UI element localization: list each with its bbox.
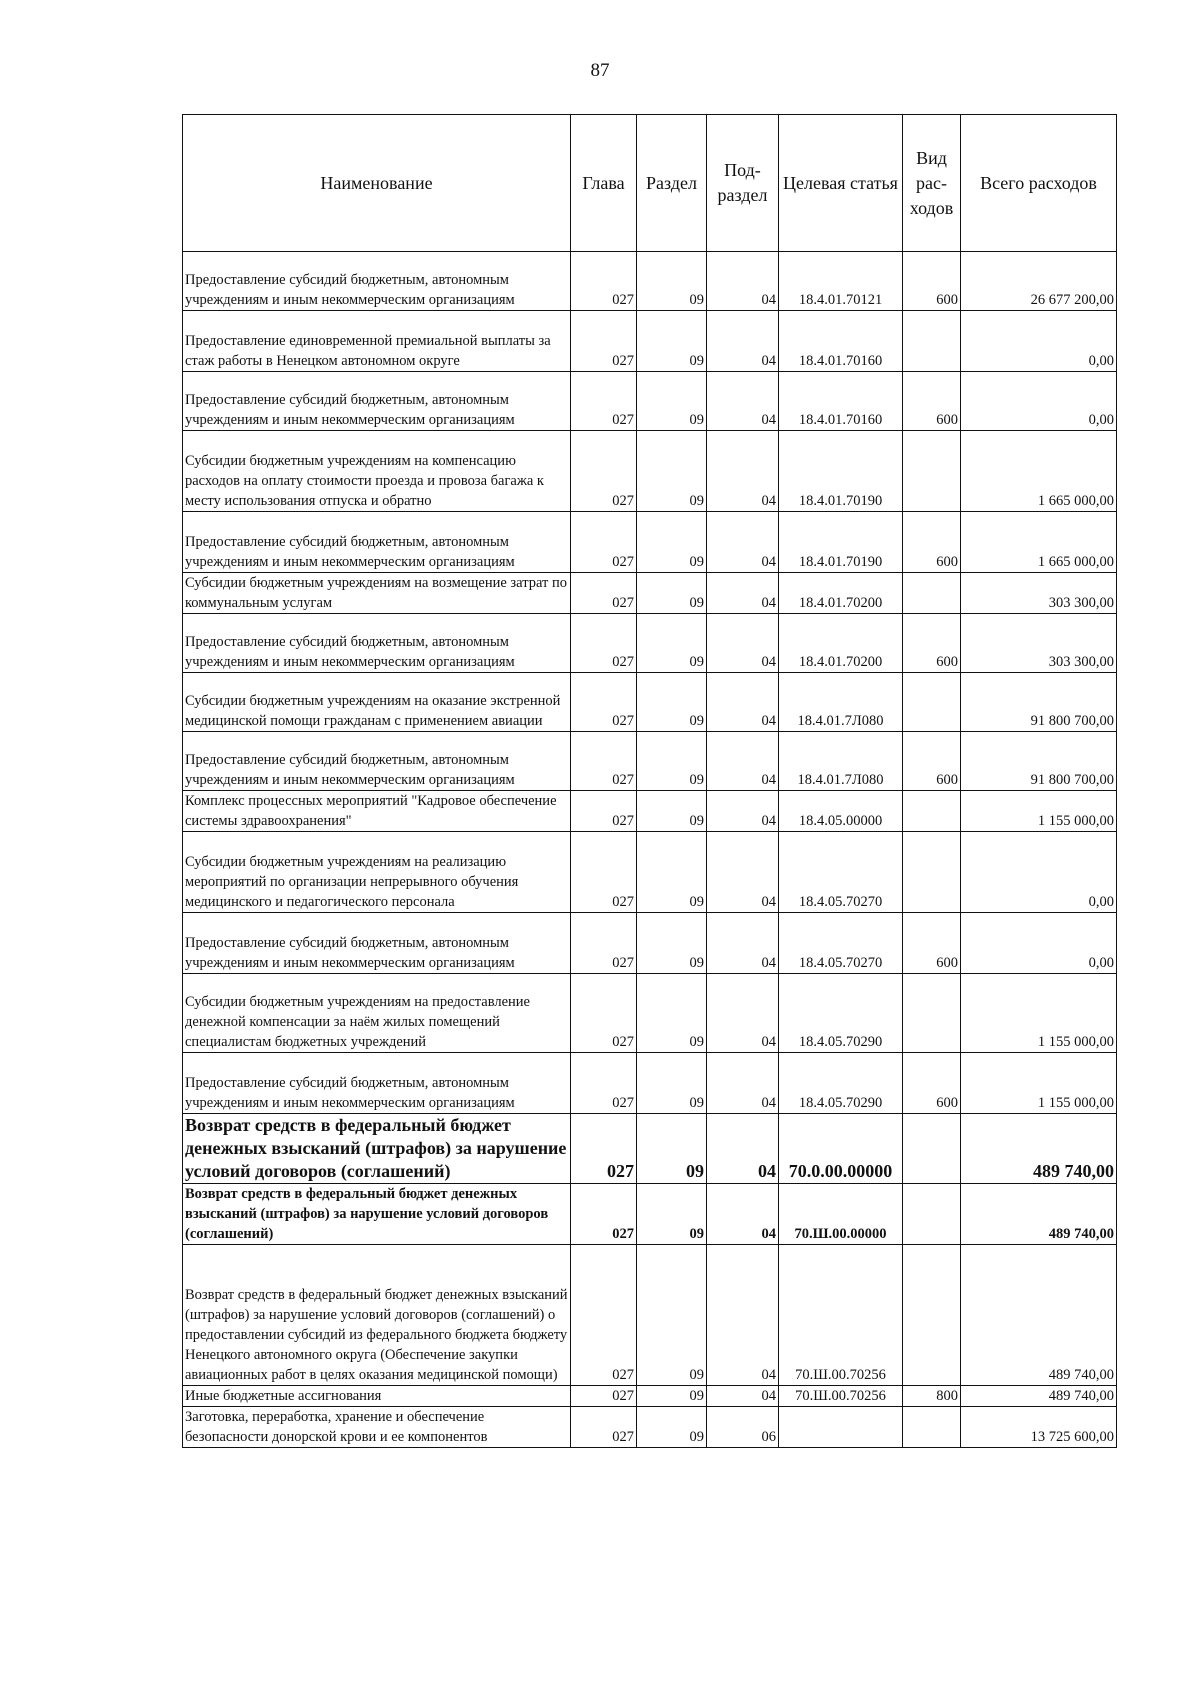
cell-vid xyxy=(903,431,961,512)
cell-total: 0,00 xyxy=(961,832,1117,913)
table-row xyxy=(183,252,1117,311)
header-vid: Вид рас-ходов xyxy=(903,115,961,252)
cell-total: 13 725 600,00 xyxy=(961,1407,1117,1448)
cell-celevaya: 18.4.05.70270 xyxy=(779,832,903,913)
cell-glava: 027 xyxy=(571,512,637,573)
cell-name: Комплекс процессных мероприятий "Кадровое обеспечение системы здравоохранения" xyxy=(183,791,571,832)
table-row xyxy=(183,913,1117,974)
cell-celevaya: 18.4.01.70121 xyxy=(779,252,903,311)
cell-celevaya: 18.4.01.7Л080 xyxy=(779,732,903,791)
cell-glava: 027 xyxy=(571,1184,637,1245)
cell-podrazdel: 04 xyxy=(707,431,779,512)
cell-vid: 600 xyxy=(903,913,961,974)
cell-name: Предоставление субсидий бюджетным, автономным учреждениям и иным некоммерческим организациям xyxy=(183,372,571,431)
cell-vid: 600 xyxy=(903,614,961,673)
cell-total: 1 155 000,00 xyxy=(961,974,1117,1053)
table-row xyxy=(183,372,1117,431)
table-row xyxy=(183,1386,1117,1407)
cell-glava: 027 xyxy=(571,1386,637,1407)
cell-podrazdel: 04 xyxy=(707,311,779,372)
page-number: 87 xyxy=(590,60,610,81)
cell-podrazdel: 04 xyxy=(707,1053,779,1114)
cell-vid xyxy=(903,1114,961,1184)
table-row xyxy=(183,673,1117,732)
cell-name: Субсидии бюджетным учреждениям на возмещение затрат по коммунальным услугам xyxy=(183,573,571,614)
cell-razdel: 09 xyxy=(637,252,707,311)
cell-celevaya: 70.0.00.00000 xyxy=(779,1114,903,1184)
cell-razdel: 09 xyxy=(637,913,707,974)
table-row xyxy=(183,791,1117,832)
cell-podrazdel: 04 xyxy=(707,832,779,913)
cell-name: Предоставление субсидий бюджетным, автономным учреждениям и иным некоммерческим организациям xyxy=(183,732,571,791)
cell-name: Заготовка, переработка, хранение и обеспечение безопасности донорской крови и ее компонентов xyxy=(183,1407,571,1448)
cell-podrazdel: 04 xyxy=(707,673,779,732)
cell-podrazdel: 04 xyxy=(707,252,779,311)
cell-glava: 027 xyxy=(571,1407,637,1448)
cell-razdel: 09 xyxy=(637,1386,707,1407)
cell-celevaya: 18.4.01.70200 xyxy=(779,573,903,614)
cell-razdel: 09 xyxy=(637,431,707,512)
cell-total: 0,00 xyxy=(961,311,1117,372)
cell-vid xyxy=(903,1184,961,1245)
cell-glava: 027 xyxy=(571,732,637,791)
cell-vid: 600 xyxy=(903,372,961,431)
cell-razdel: 09 xyxy=(637,1053,707,1114)
cell-name: Субсидии бюджетным учреждениям на реализацию мероприятий по организации непрерывного обучения медицинского и педагогического персонала xyxy=(183,832,571,913)
table-header-row xyxy=(183,115,1117,252)
cell-name: Иные бюджетные ассигнования xyxy=(183,1386,571,1407)
cell-podrazdel: 04 xyxy=(707,1114,779,1184)
cell-total: 303 300,00 xyxy=(961,573,1117,614)
cell-razdel: 09 xyxy=(637,1184,707,1245)
table-row xyxy=(183,1114,1117,1184)
cell-celevaya: 18.4.01.70200 xyxy=(779,614,903,673)
cell-podrazdel: 04 xyxy=(707,1386,779,1407)
cell-celevaya: 18.4.01.70160 xyxy=(779,311,903,372)
cell-vid xyxy=(903,974,961,1053)
cell-vid: 600 xyxy=(903,512,961,573)
table-row xyxy=(183,573,1117,614)
header-glava: Глава xyxy=(571,115,637,252)
cell-name: Возврат средств в федеральный бюджет денежных взысканий (штрафов) за нарушение условий договоров (соглашений) xyxy=(183,1184,571,1245)
table-row xyxy=(183,832,1117,913)
cell-razdel: 09 xyxy=(637,573,707,614)
cell-glava: 027 xyxy=(571,974,637,1053)
cell-razdel: 09 xyxy=(637,791,707,832)
cell-vid xyxy=(903,1407,961,1448)
cell-celevaya: 18.4.05.00000 xyxy=(779,791,903,832)
table-row xyxy=(183,512,1117,573)
cell-name: Предоставление субсидий бюджетным, автономным учреждениям и иным некоммерческим организациям xyxy=(183,1053,571,1114)
cell-razdel: 09 xyxy=(637,512,707,573)
cell-name: Субсидии бюджетным учреждениям на оказание экстренной медицинской помощи гражданам с применением авиации xyxy=(183,673,571,732)
cell-razdel: 09 xyxy=(637,974,707,1053)
header-celevaya: Целевая статья xyxy=(779,115,903,252)
cell-celevaya: 18.4.05.70290 xyxy=(779,1053,903,1114)
cell-vid xyxy=(903,573,961,614)
table-row xyxy=(183,732,1117,791)
cell-vid: 600 xyxy=(903,1053,961,1114)
cell-vid xyxy=(903,311,961,372)
cell-glava: 027 xyxy=(571,673,637,732)
cell-razdel: 09 xyxy=(637,673,707,732)
cell-total: 489 740,00 xyxy=(961,1386,1117,1407)
cell-podrazdel: 04 xyxy=(707,614,779,673)
cell-podrazdel: 04 xyxy=(707,1245,779,1386)
cell-total: 1 155 000,00 xyxy=(961,1053,1117,1114)
table-row xyxy=(183,1407,1117,1448)
cell-name: Возврат средств в федеральный бюджет денежных взысканий (штрафов) за нарушение условий договоров (соглашений) о предоставлении субсидий из федерального бюджета бюджету Ненецкого автономного округа (Обеспечение закупки авиационных работ в целях оказания медицинской помощи) xyxy=(183,1245,571,1386)
cell-total: 489 740,00 xyxy=(961,1114,1117,1184)
table-row xyxy=(183,974,1117,1053)
table-row xyxy=(183,311,1117,372)
cell-name: Субсидии бюджетным учреждениям на предоставление денежной компенсации за наём жилых помещений специалистам бюджетных учреждений xyxy=(183,974,571,1053)
cell-name: Возврат средств в федеральный бюджет денежных взысканий (штрафов) за нарушение условий договоров (соглашений) xyxy=(183,1114,571,1184)
cell-name: Предоставление субсидий бюджетным, автономным учреждениям и иным некоммерческим организациям xyxy=(183,913,571,974)
cell-glava: 027 xyxy=(571,311,637,372)
cell-podrazdel: 04 xyxy=(707,372,779,431)
table-row xyxy=(183,1245,1117,1386)
cell-razdel: 09 xyxy=(637,732,707,791)
header-razdel: Раздел xyxy=(637,115,707,252)
cell-glava: 027 xyxy=(571,372,637,431)
cell-celevaya xyxy=(779,1407,903,1448)
cell-total: 91 800 700,00 xyxy=(961,732,1117,791)
cell-total: 1 155 000,00 xyxy=(961,791,1117,832)
header-name: Наименование xyxy=(183,115,571,252)
cell-total: 26 677 200,00 xyxy=(961,252,1117,311)
cell-celevaya: 18.4.01.7Л080 xyxy=(779,673,903,732)
cell-razdel: 09 xyxy=(637,1245,707,1386)
cell-podrazdel: 04 xyxy=(707,732,779,791)
header-total: Всего расходов xyxy=(961,115,1117,252)
cell-celevaya: 70.Ш.00.00000 xyxy=(779,1184,903,1245)
cell-total: 489 740,00 xyxy=(961,1184,1117,1245)
cell-celevaya: 18.4.05.70270 xyxy=(779,913,903,974)
cell-razdel: 09 xyxy=(637,614,707,673)
cell-glava: 027 xyxy=(571,614,637,673)
cell-vid: 800 xyxy=(903,1386,961,1407)
budget-table xyxy=(182,114,1117,1448)
table-row xyxy=(183,1053,1117,1114)
cell-vid xyxy=(903,673,961,732)
cell-celevaya: 70.Ш.00.70256 xyxy=(779,1386,903,1407)
cell-vid xyxy=(903,1245,961,1386)
cell-vid xyxy=(903,832,961,913)
cell-podrazdel: 04 xyxy=(707,974,779,1053)
cell-razdel: 09 xyxy=(637,1407,707,1448)
cell-total: 0,00 xyxy=(961,913,1117,974)
cell-vid: 600 xyxy=(903,252,961,311)
cell-celevaya: 70.Ш.00.70256 xyxy=(779,1245,903,1386)
cell-name: Предоставление субсидий бюджетным, автономным учреждениям и иным некоммерческим организациям xyxy=(183,614,571,673)
cell-celevaya: 18.4.01.70160 xyxy=(779,372,903,431)
cell-glava: 027 xyxy=(571,1053,637,1114)
cell-glava: 027 xyxy=(571,791,637,832)
cell-glava: 027 xyxy=(571,573,637,614)
cell-celevaya: 18.4.01.70190 xyxy=(779,431,903,512)
cell-total: 1 665 000,00 xyxy=(961,512,1117,573)
cell-glava: 027 xyxy=(571,431,637,512)
cell-podrazdel: 04 xyxy=(707,573,779,614)
cell-name: Предоставление субсидий бюджетным, автономным учреждениям и иным некоммерческим организациям xyxy=(183,512,571,573)
cell-vid xyxy=(903,791,961,832)
cell-podrazdel: 04 xyxy=(707,512,779,573)
cell-podrazdel: 04 xyxy=(707,1184,779,1245)
cell-razdel: 09 xyxy=(637,311,707,372)
cell-total: 489 740,00 xyxy=(961,1245,1117,1386)
cell-razdel: 09 xyxy=(637,372,707,431)
header-podrazdel: Под-раздел xyxy=(707,115,779,252)
cell-glava: 027 xyxy=(571,913,637,974)
table-row xyxy=(183,1184,1117,1245)
cell-total: 0,00 xyxy=(961,372,1117,431)
cell-razdel: 09 xyxy=(637,1114,707,1184)
cell-total: 91 800 700,00 xyxy=(961,673,1117,732)
cell-name: Предоставление единовременной премиальной выплаты за стаж работы в Ненецком автономном округе xyxy=(183,311,571,372)
table-row xyxy=(183,614,1117,673)
cell-glava: 027 xyxy=(571,832,637,913)
table-row xyxy=(183,431,1117,512)
cell-total: 1 665 000,00 xyxy=(961,431,1117,512)
cell-name: Субсидии бюджетным учреждениям на компенсацию расходов на оплату стоимости проезда и провоза багажа к месту использования отпуска и обратно xyxy=(183,431,571,512)
cell-total: 303 300,00 xyxy=(961,614,1117,673)
cell-glava: 027 xyxy=(571,1114,637,1184)
cell-podrazdel: 06 xyxy=(707,1407,779,1448)
cell-celevaya: 18.4.05.70290 xyxy=(779,974,903,1053)
cell-glava: 027 xyxy=(571,252,637,311)
cell-podrazdel: 04 xyxy=(707,791,779,832)
cell-razdel: 09 xyxy=(637,832,707,913)
cell-name: Предоставление субсидий бюджетным, автономным учреждениям и иным некоммерческим организациям xyxy=(183,252,571,311)
cell-vid: 600 xyxy=(903,732,961,791)
cell-celevaya: 18.4.01.70190 xyxy=(779,512,903,573)
cell-podrazdel: 04 xyxy=(707,913,779,974)
cell-glava: 027 xyxy=(571,1245,637,1386)
